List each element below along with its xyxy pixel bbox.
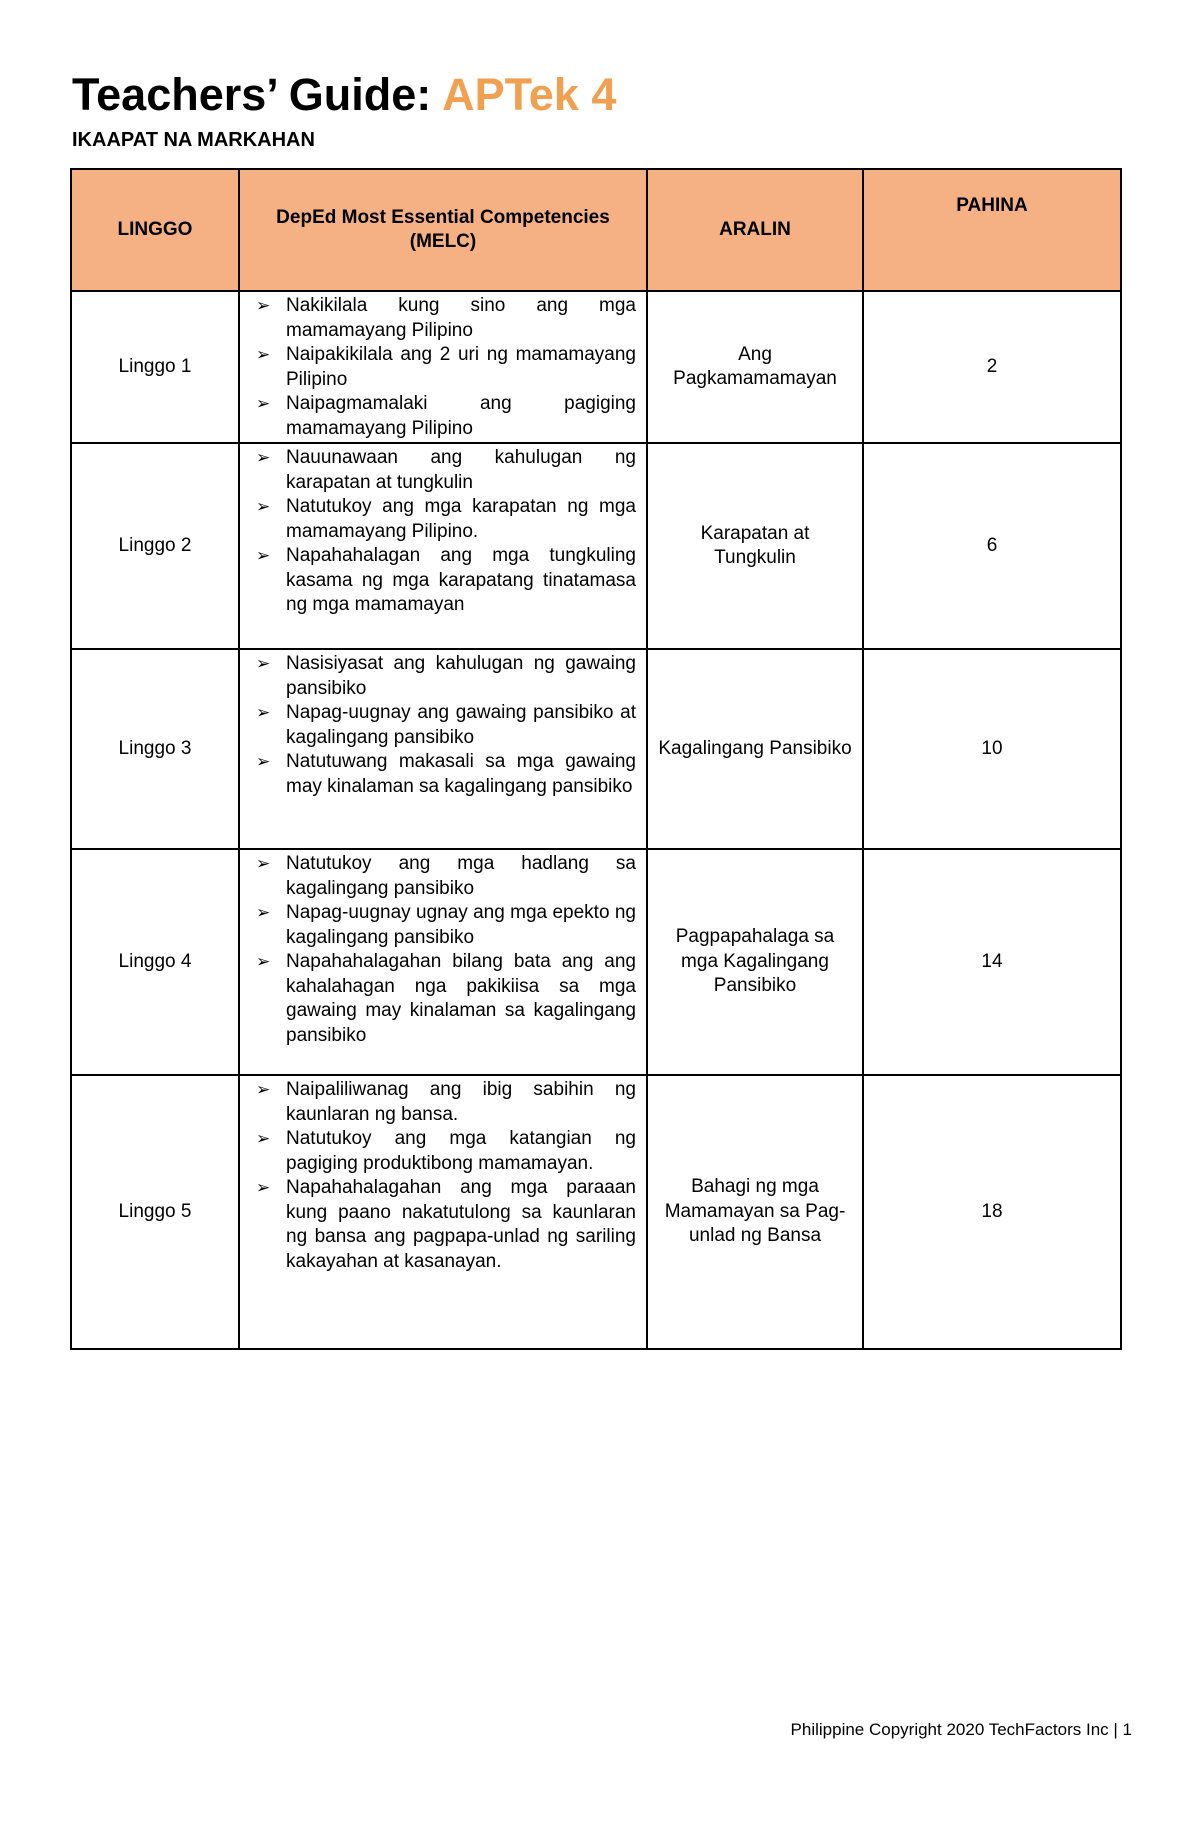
arrow-bullet-icon: ➢: [256, 497, 271, 517]
competency-item: [256, 1078, 636, 1127]
competency-item: [256, 392, 636, 441]
week-cell: Linggo 5: [71, 1075, 239, 1349]
competency-item: [256, 901, 636, 950]
arrow-bullet-icon: ➢: [256, 345, 271, 365]
arrow-bullet-icon: ➢: [256, 394, 271, 414]
competency-item: [256, 701, 636, 750]
arrow-bullet-icon: ➢: [256, 854, 271, 874]
column-header-linggo: LINGGO: [71, 169, 239, 291]
lesson-cell: Bahagi ng mga Mamamayan sa Pag-unlad ng Bansa: [647, 1075, 863, 1349]
competency-text: Napahahalagahan ang mga paraaan kung paano nakatutulong sa kaunlaran ng bansa ang pagpapa-unlad ng sariling kakayahan at kasanayan.: [286, 1177, 636, 1272]
competency-item: [256, 495, 636, 544]
lesson-cell: Pagpapahalaga sa mga Kagalingang Pansibiko: [647, 849, 863, 1075]
competency-item: [256, 852, 636, 901]
week-cell: Linggo 3: [71, 649, 239, 849]
competency-text: Naipagmamalaki ang pagiging mamamayang Pilipino: [286, 393, 636, 439]
week-cell: Linggo 2: [71, 443, 239, 649]
competency-text: Napahahalagan ang mga tungkuling kasama ng mga karapatang tinatamasa ng mga mamamayan: [286, 545, 636, 615]
competencies-cell: [239, 291, 647, 443]
title-prefix: Teachers’ Guide:: [72, 69, 432, 120]
lesson-cell: Ang Pagkamamamayan: [647, 291, 863, 443]
competency-item: [256, 1127, 636, 1176]
competency-text: Natutukoy ang mga karapatan ng mga mamamayang Pilipino.: [286, 496, 636, 542]
table-row: [71, 291, 1121, 443]
arrow-bullet-icon: ➢: [256, 703, 271, 723]
competency-list: [256, 446, 636, 618]
competency-text: Natutukoy ang mga katangian ng pagiging produktibong mamamayan.: [286, 1128, 636, 1174]
competency-item: [256, 446, 636, 495]
lesson-cell: Kagalingang Pansibiko: [647, 649, 863, 849]
competency-item: [256, 950, 636, 1048]
competencies-cell: [239, 649, 647, 849]
competency-text: Napag-uugnay ang gawaing pansibiko at kagalingang pansibiko: [286, 702, 636, 748]
competency-item: [256, 343, 636, 392]
competency-text: Nakikilala kung sino ang mga mamamayang Pilipino: [286, 295, 636, 341]
arrow-bullet-icon: ➢: [256, 903, 271, 923]
table-row: [71, 649, 1121, 849]
page-cell: 10: [863, 649, 1121, 849]
arrow-bullet-icon: ➢: [256, 1129, 271, 1149]
competencies-cell: [239, 849, 647, 1075]
table-row: [71, 1075, 1121, 1349]
arrow-bullet-icon: ➢: [256, 654, 271, 674]
competency-list: [256, 294, 636, 441]
column-header-aralin: ARALIN: [647, 169, 863, 291]
melc-table: [70, 168, 1122, 1350]
page-cell: 6: [863, 443, 1121, 649]
arrow-bullet-icon: ➢: [256, 1178, 271, 1198]
competency-item: [256, 750, 636, 799]
competency-list: [256, 1078, 636, 1274]
column-header-pahina: PAHINA: [863, 169, 1121, 291]
page-cell: 2: [863, 291, 1121, 443]
arrow-bullet-icon: ➢: [256, 752, 271, 772]
competency-text: Naipaliliwanag ang ibig sabihin ng kaunlaran ng bansa.: [286, 1079, 636, 1125]
competency-list: [256, 852, 636, 1048]
competency-text: Nauunawaan ang kahulugan ng karapatan at tungkulin: [286, 447, 636, 493]
table-row: [71, 443, 1121, 649]
competency-item: [256, 652, 636, 701]
arrow-bullet-icon: ➢: [256, 296, 271, 316]
column-header-melc: DepEd Most Essential Competencies (MELC): [239, 169, 647, 291]
quarter-subtitle: IKAAPAT NA MARKAHAN: [72, 129, 315, 151]
competencies-cell: [239, 1075, 647, 1349]
competency-item: [256, 1176, 636, 1274]
arrow-bullet-icon: ➢: [256, 1080, 271, 1100]
lesson-cell: Karapatan at Tungkulin: [647, 443, 863, 649]
page-cell: 18: [863, 1075, 1121, 1349]
competency-item: [256, 294, 636, 343]
week-cell: Linggo 4: [71, 849, 239, 1075]
competency-text: Natutuwang makasali sa mga gawaing may kinalaman sa kagalingang pansibiko: [286, 751, 636, 797]
competency-text: Natutukoy ang mga hadlang sa kagalingang pansibiko: [286, 853, 636, 899]
week-cell: Linggo 1: [71, 291, 239, 443]
competencies-cell: [239, 443, 647, 649]
table-row: [71, 849, 1121, 1075]
competency-text: Nasisiyasat ang kahulugan ng gawaing pansibiko: [286, 653, 636, 699]
arrow-bullet-icon: ➢: [256, 952, 271, 972]
competency-list: [256, 652, 636, 799]
page-cell: 14: [863, 849, 1121, 1075]
arrow-bullet-icon: ➢: [256, 448, 271, 468]
competency-text: Napahahalagahan bilang bata ang ang kahalahagan nga pakikiisa sa mga gawaing may kinalaman sa kagalingang pansibiko: [286, 951, 636, 1046]
competency-text: Naipakikilala ang 2 uri ng mamamayang Pilipino: [286, 344, 636, 390]
title-accent: APTek 4: [442, 69, 617, 120]
page-title: [72, 68, 616, 122]
table-header-row: [71, 169, 1121, 291]
arrow-bullet-icon: ➢: [256, 546, 271, 566]
competency-text: Napag-uugnay ugnay ang mga epekto ng kagalingang pansibiko: [286, 902, 636, 948]
competency-item: [256, 544, 636, 618]
footer-copyright: Philippine Copyright 2020 TechFactors Inc | 1: [790, 1720, 1132, 1739]
